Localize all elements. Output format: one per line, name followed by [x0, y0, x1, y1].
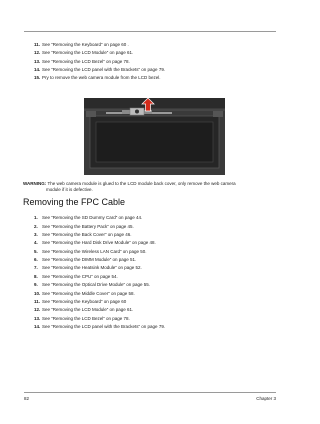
- step-text: See “Removing the Keyboard” on page 60 .: [42, 42, 129, 47]
- step-number: 13.: [34, 59, 41, 64]
- list-item: [34, 274, 118, 280]
- list-item: [34, 282, 150, 288]
- list-item: [34, 291, 135, 297]
- warning-label: WARNING:: [23, 181, 47, 186]
- step-text: See “Removing the Middle Cover” on page 58.: [42, 291, 135, 296]
- list-item: [34, 324, 165, 330]
- step-number: 2.: [34, 224, 38, 229]
- step-number: 5.: [34, 249, 38, 254]
- footer-rule: [24, 392, 276, 393]
- step-number: 8.: [34, 274, 38, 279]
- step-text: See “Removing the SD Dummy Card” on page 44.: [42, 215, 143, 220]
- step-text: See “Removing the Heatsink Module” on page 52.: [42, 265, 142, 270]
- step-number: 1.: [34, 215, 38, 220]
- list-item: [34, 307, 133, 313]
- list-item: [34, 67, 165, 73]
- step-text: See “Removing the DIMM Module” on page 51.: [42, 257, 137, 262]
- step-number: 14.: [34, 67, 41, 72]
- header-rule: [24, 31, 276, 32]
- list-item: [34, 50, 133, 56]
- step-text: See “Removing the LCD Module” on page 61.: [42, 307, 134, 312]
- step-number: 10.: [34, 291, 41, 296]
- step-number: 15.: [34, 75, 41, 80]
- list-item: [34, 316, 130, 322]
- step-number: 14.: [34, 324, 41, 329]
- list-item: [34, 257, 136, 263]
- step-text: See “Removing the LCD panel with the Brackets” on page 79.: [42, 324, 166, 329]
- list-item: [34, 265, 142, 271]
- warning-note: [23, 181, 278, 193]
- list-item: [34, 42, 129, 48]
- step-number: 11.: [34, 299, 41, 304]
- step-number: 7.: [34, 265, 38, 270]
- lcd-bezel-illustration: [84, 98, 225, 175]
- list-item: [34, 249, 147, 255]
- page-number: 82: [24, 396, 30, 401]
- list-item: [34, 232, 132, 238]
- step-text: See “Removing the LCD Module” on page 61.: [42, 50, 134, 55]
- warning-continuation: module if it is defective.: [46, 187, 93, 192]
- list-item: [34, 215, 142, 221]
- step-number: 11.: [34, 42, 41, 47]
- step-text: See “Removing the Hard Disk Drive Module” on page 48.: [42, 240, 156, 245]
- step-text: See “Removing the LCD panel with the Brackets” on page 79.: [42, 67, 166, 72]
- step-text: See “Removing the LCD Bezel” on page 78.: [42, 316, 130, 321]
- step-number: 13.: [34, 316, 41, 321]
- list-item: [34, 240, 156, 246]
- step-text: See “Removing the LCD Bezel” on page 78.: [42, 59, 130, 64]
- chapter-label: Chapter 3: [256, 396, 276, 401]
- section-title: Removing the FPC Cable: [23, 197, 126, 207]
- list-item: [34, 224, 134, 230]
- step-number: 12.: [34, 307, 41, 312]
- warning-text: The web camera module is glued to the LCD module back cover, only remove the web camera: [47, 181, 236, 186]
- step-text: See “Removing the CPU” on page 54.: [42, 274, 118, 279]
- step-number: 6.: [34, 257, 38, 262]
- step-text: See “Removing the Wireless LAN Card” on page 50.: [42, 249, 147, 254]
- webcam-removal-photo: [84, 98, 225, 175]
- step-number: 4.: [34, 240, 38, 245]
- step-number: 3.: [34, 232, 38, 237]
- list-item: [34, 75, 161, 81]
- list-item: [34, 299, 126, 305]
- step-number: 12.: [34, 50, 41, 55]
- step-text: See “Removing the Optical Drive Module” on page 55.: [42, 282, 151, 287]
- list-item: [34, 59, 130, 65]
- step-text: See “Removing the Keyboard” on page 60: [42, 299, 127, 304]
- step-text: Pry to remove the web camera module from the LCD bezel.: [42, 75, 161, 80]
- step-text: See “Removing the Back Cover” on page 46.: [42, 232, 132, 237]
- step-text: See “Removing the Battery Pack” on page 45.: [42, 224, 134, 229]
- step-number: 9.: [34, 282, 38, 287]
